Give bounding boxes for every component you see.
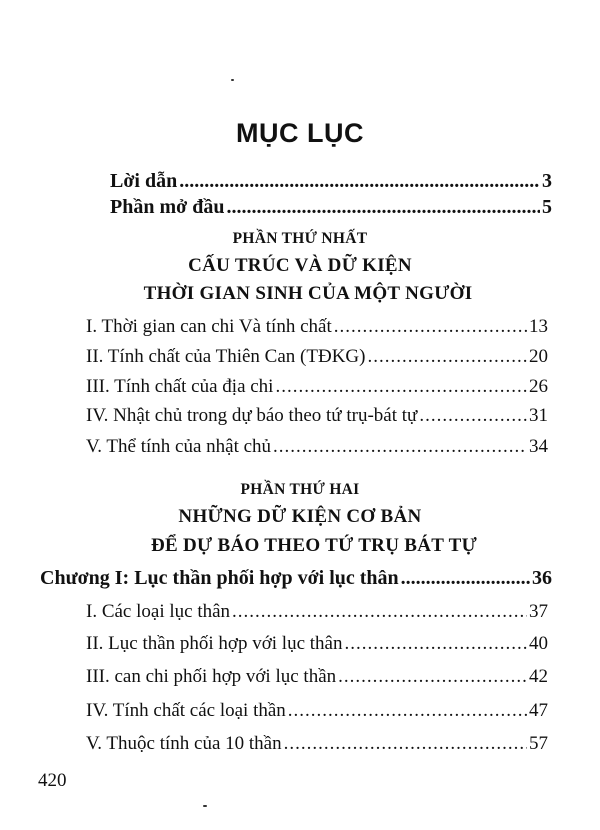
- toc-entry-label: III. can chi phối hợp với lục thần: [86, 666, 337, 687]
- part1-subheading: CẤU TRÚC VÀ DỮ KIỆN: [188, 255, 412, 276]
- toc-entry-page: 3: [542, 170, 552, 192]
- toc-entry-page: 37: [529, 601, 548, 622]
- toc-entry-label: IV. Tính chất các loại thần: [86, 700, 286, 721]
- toc-entry[interactable]: [86, 633, 548, 655]
- toc-entry-label: I. Thời gian can chi Và tính chất: [86, 316, 332, 337]
- dot-leader: [275, 376, 527, 398]
- toc-entry-label: Phần mở đầu: [110, 196, 225, 218]
- toc-entry[interactable]: [86, 733, 548, 755]
- toc-entry-page: 26: [529, 376, 548, 397]
- part1-heading: PHẦN THỨ NHẤT: [232, 230, 368, 247]
- toc-entry-label: Chương I: Lục thần phối hợp với lục thân: [40, 567, 399, 589]
- dot-leader: [367, 346, 527, 368]
- toc-entry[interactable]: [86, 376, 548, 398]
- toc-entry-label: I. Các loại lục thân: [86, 601, 231, 622]
- dot-leader: [179, 170, 540, 193]
- part2-subheading-2: ĐỂ DỰ BÁO THEO TỨ TRỤ BÁT TỰ: [150, 535, 478, 556]
- toc-entry-label: II. Lục thần phối hợp với lục thân: [86, 633, 343, 654]
- toc-entry-page: 34: [529, 436, 548, 457]
- toc-entry[interactable]: [86, 700, 548, 722]
- toc-entry[interactable]: [86, 346, 548, 368]
- toc-entry-loi-dan[interactable]: [110, 170, 552, 193]
- toc-entry-label: V. Thuộc tính của 10 thần: [86, 733, 282, 754]
- toc-entry-label: III. Tính chất của địa chi: [86, 376, 274, 397]
- dot-leader: [419, 405, 527, 427]
- toc-entry-page: 57: [529, 733, 548, 754]
- toc-entry-label: Lời dẫn: [110, 170, 178, 192]
- toc-entry-page: 42: [529, 666, 548, 687]
- dot-leader: [344, 633, 527, 655]
- toc-entry[interactable]: [86, 601, 548, 623]
- toc-entry[interactable]: [86, 436, 548, 458]
- toc-chapter-entry[interactable]: [40, 567, 552, 590]
- toc-entry-page: 31: [529, 405, 548, 426]
- scan-speck: [203, 805, 207, 807]
- toc-entry[interactable]: [86, 405, 548, 427]
- part2-subheading: NHỮNG DỮ KIỆN CƠ BẢN: [178, 506, 422, 527]
- dot-leader: [338, 666, 527, 688]
- dot-leader: [284, 733, 527, 755]
- part2-heading: PHẦN THỨ HAI: [240, 481, 360, 498]
- toc-entry[interactable]: [86, 666, 548, 688]
- toc-entry-page: 5: [542, 196, 552, 218]
- page-title: MỤC LỤC: [236, 118, 364, 148]
- toc-entry[interactable]: [86, 316, 548, 338]
- toc-entry-page: 20: [529, 346, 548, 367]
- dot-leader: [334, 316, 527, 338]
- toc-entry-page: 36: [532, 567, 552, 589]
- toc-entry-phan-mo-dau[interactable]: [110, 196, 552, 219]
- toc-entry-label: II. Tính chất của Thiên Can (TĐKG): [86, 346, 366, 367]
- dot-leader: [273, 436, 527, 458]
- dot-leader: [288, 700, 527, 722]
- scan-speck: [231, 79, 234, 81]
- dot-leader: [232, 601, 527, 623]
- toc-entry-label: V. Thể tính của nhật chủ: [86, 436, 272, 457]
- toc-entry-page: 47: [529, 700, 548, 721]
- toc-entry-page: 13: [529, 316, 548, 337]
- dot-leader: [401, 567, 530, 590]
- toc-entry-page: 40: [529, 633, 548, 654]
- page-number: 420: [38, 770, 67, 791]
- part1-subheading-2: THỜI GIAN SINH CỦA MỘT NGƯỜI: [143, 283, 473, 304]
- toc-entry-label: IV. Nhật chủ trong dự báo theo tứ trụ-bát tự: [86, 405, 418, 426]
- dot-leader: [226, 196, 540, 219]
